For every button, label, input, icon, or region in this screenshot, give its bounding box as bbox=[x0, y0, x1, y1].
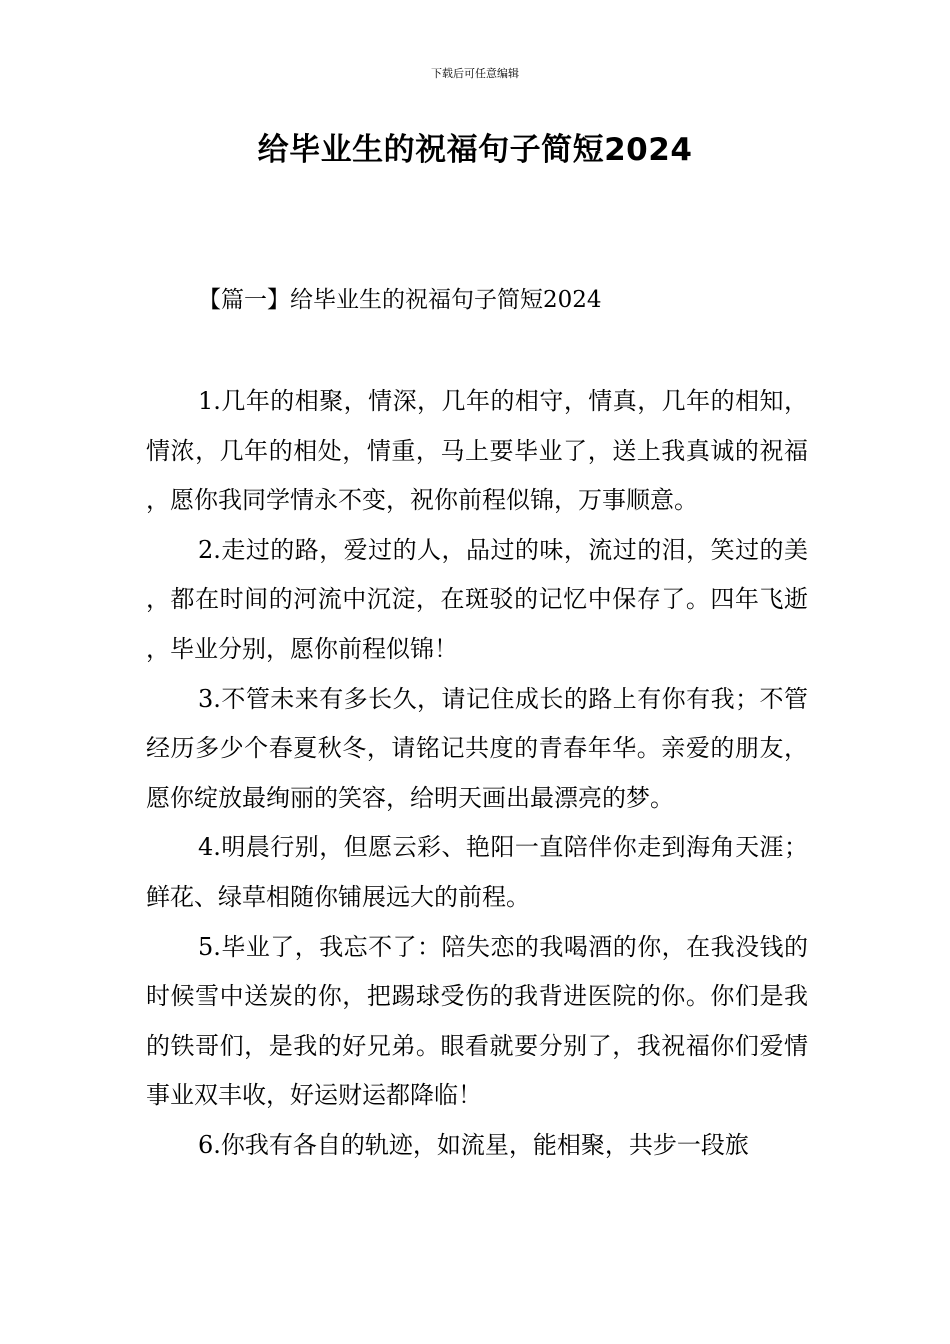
paragraph-1: 1.几年的相聚，情深，几年的相守，情真，几年的相知，情浓，几年的相处，情重，马上要毕业了，送上我真诚的祝福，愿你我同学情永不变，祝你前程似锦，万事顺意。 bbox=[146, 387, 808, 515]
document-body bbox=[146, 377, 808, 1171]
section-heading: 【篇一】给毕业生的祝福句子简短2024 bbox=[198, 287, 602, 313]
paragraph-5: 5.毕业了，我忘不了：陪失恋的我喝酒的你，在我没钱的时候雪中送炭的你，把踢球受伤的我背进医院的你。你们是我的铁哥们，是我的好兄弟。眼看就要分别了，我祝福你们爱情事业双丰收，好运财运都降临！ bbox=[146, 932, 808, 1110]
paragraph-4: 4.明晨行别，但愿云彩、艳阳一直陪伴你走到海角天涯；鲜花、绿草相随你铺展远大的前程。 bbox=[146, 833, 808, 911]
paragraph-2: 2.走过的路，爱过的人，品过的味，流过的泪，笑过的美，都在时间的河流中沉淀，在斑驳的记忆中保存了。四年飞逝，毕业分别，愿你前程似锦！ bbox=[146, 535, 808, 663]
paragraph-6: 6.你我有各自的轨迹，如流星，能相聚，共步一段旅 bbox=[198, 1130, 749, 1159]
header-note: 下载后可任意编辑 bbox=[431, 67, 519, 80]
paragraph-3: 3.不管未来有多长久，请记住成长的路上有你有我；不管经历多少个春夏秋冬，请铭记共度的青春年华。亲爱的朋友，愿你绽放最绚丽的笑容，给明天画出最漂亮的梦。 bbox=[146, 684, 808, 812]
document-title: 给毕业生的祝福句子简短2024 bbox=[257, 132, 693, 168]
